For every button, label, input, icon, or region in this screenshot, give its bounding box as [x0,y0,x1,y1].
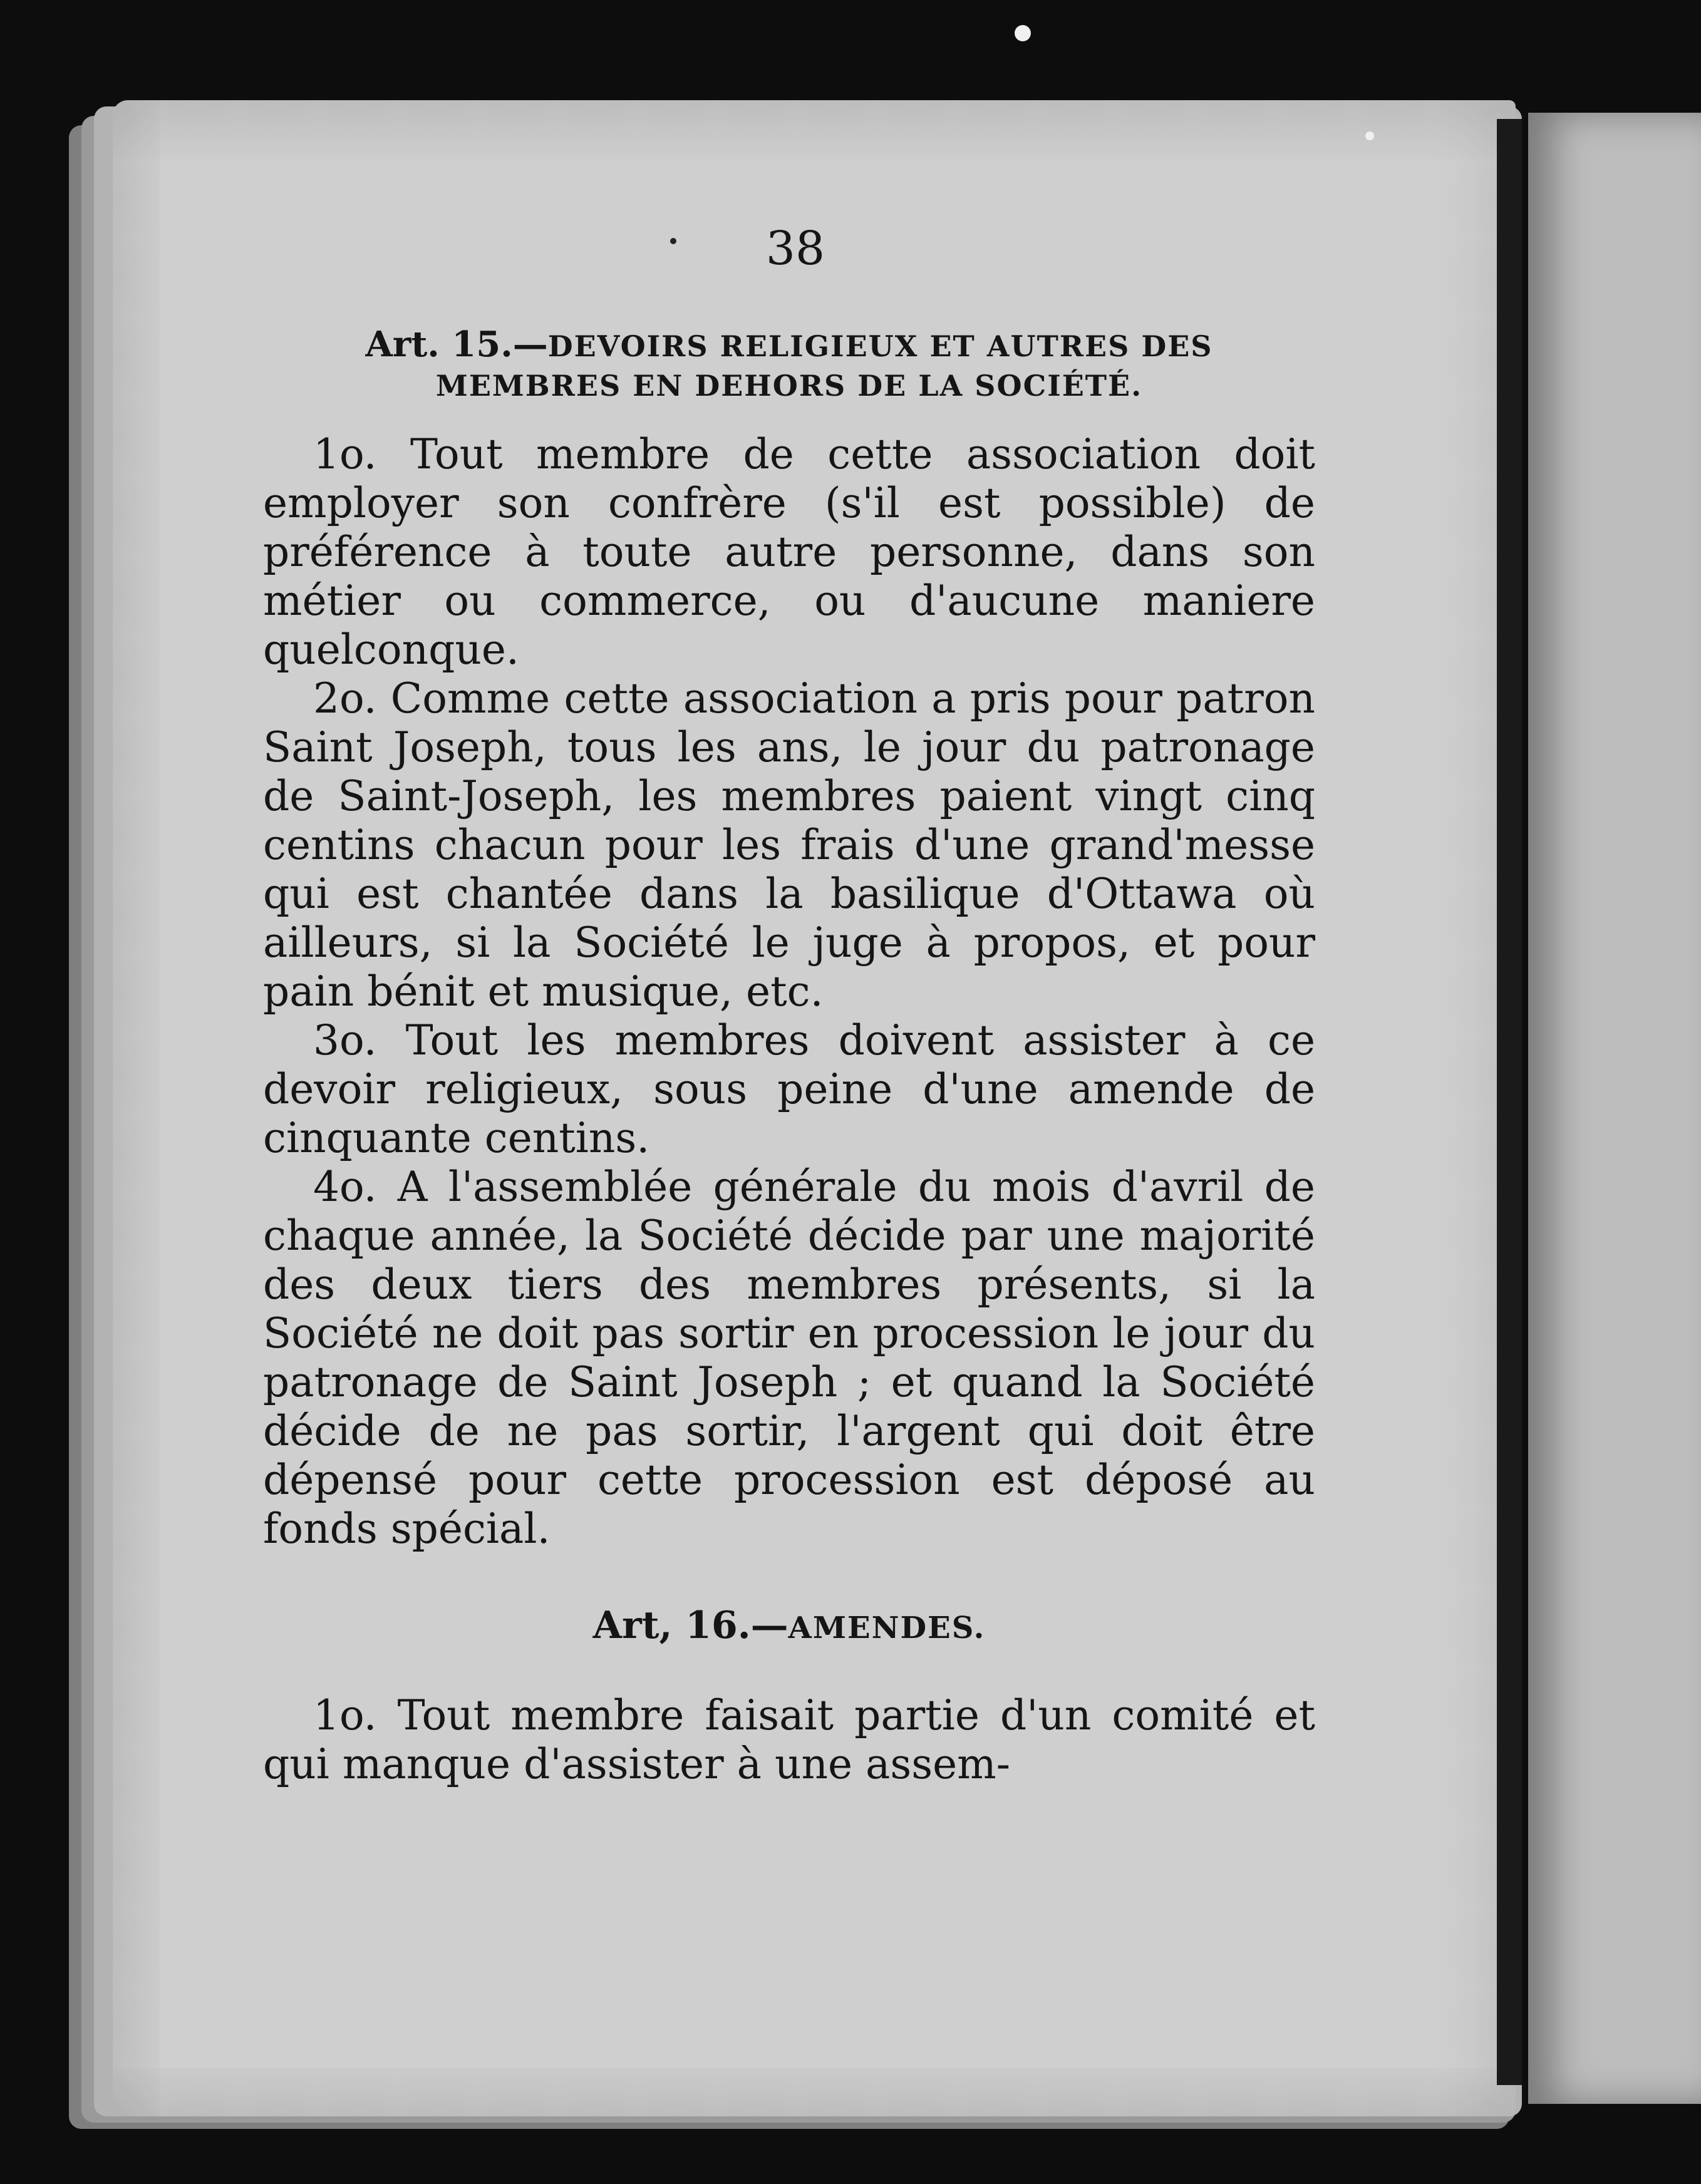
article-15-label: Art. 15.— [365,324,548,365]
article-15-paragraph-3: 3o. Tout les membres doivent assister à ce devoir religieux, sous peine d'une amende de cinquante centins. [263,1016,1315,1162]
page-text [263,222,1315,1789]
article-15-heading [263,322,1315,405]
article-15-paragraph-4: 4o. A l'assemblée générale du mois d'avril de chaque année, la Société décide par une majorité des deux tiers des membres présents, si la Société ne doit pas sortir en procession le jour du patronage de Saint Joseph ; et quand la Société décide de ne pas sortir, l'argent qui doit être dépensé pour cette procession est déposé au fonds spécial. [263,1162,1315,1553]
dust-speck [1365,131,1374,140]
article-16-title: AMENDES. [788,1610,986,1646]
article-16-heading [263,1604,1315,1647]
article-16-label: Art, 16.— [592,1603,788,1647]
dust-speck [1015,25,1031,41]
book-gutter [1497,119,1522,2085]
article-15-paragraph-1: 1o. Tout membre de cette association doit employer son confrère (s'il est possible) de préférence à toute autre personne, dans son métier ou commerce, ou d'aucune maniere quelconque. [263,430,1315,674]
article-15-title-line1: DEVOIRS RELIGIEUX ET AUTRES DES [547,329,1213,363]
article-15-paragraph-2: 2o. Comme cette association a pris pour patron Saint Joseph, tous les ans, le jour du patronage de Saint-Joseph, les membres paient vingt cinq centins chacun pour les frais d'une grand'messe qui est chantée dans la basilique d'Ottawa où ailleurs, si la Société le juge à propos, et pour pain bénit et musique, etc. [263,674,1315,1016]
article-15-title-line2: MEMBRES EN DEHORS DE LA SOCIÉTÉ. [435,368,1143,403]
page-number: 38 [765,222,825,276]
facing-page [1528,113,1701,2104]
article-16-paragraph-1: 1o. Tout membre faisait partie d'un comité et qui manque d'assister à une assem- [263,1691,1315,1788]
